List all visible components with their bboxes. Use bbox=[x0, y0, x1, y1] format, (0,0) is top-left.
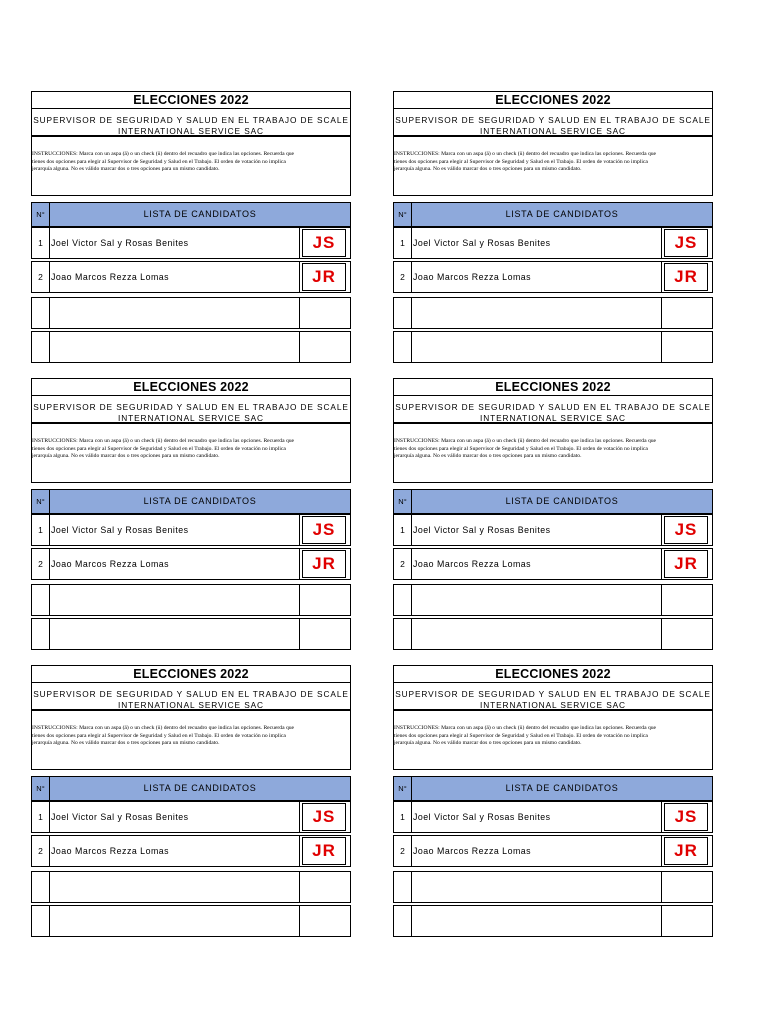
empty-row bbox=[31, 905, 351, 937]
instructions-text bbox=[32, 151, 351, 174]
ballot-title-box bbox=[31, 378, 351, 423]
number-column-header: N° bbox=[394, 203, 412, 226]
empty-number-cell bbox=[32, 298, 50, 328]
candidate-initials-mark: JR bbox=[664, 550, 708, 578]
ballot-card bbox=[393, 665, 713, 939]
instructions-line-2: tienes dos opciones para elegir al Supervisor de Seguridad y Salud en el Trabajo. El orden de votación no implica bbox=[394, 732, 648, 739]
election-title: ELECCIONES 2022 bbox=[394, 666, 712, 683]
candidate-row-2 bbox=[393, 548, 713, 580]
instructions-box bbox=[393, 710, 713, 770]
ballot-card bbox=[31, 665, 351, 939]
candidate-number: 2 bbox=[394, 262, 412, 292]
candidates-header bbox=[393, 489, 713, 514]
number-column-header: N° bbox=[394, 490, 412, 513]
empty-row bbox=[393, 905, 713, 937]
empty-vote-box[interactable] bbox=[300, 872, 350, 902]
empty-number-cell bbox=[394, 619, 412, 649]
number-column-header: N° bbox=[32, 777, 50, 800]
empty-number-cell bbox=[32, 619, 50, 649]
candidate-number: 2 bbox=[32, 549, 50, 579]
empty-name-cell bbox=[50, 332, 300, 362]
position-subtitle bbox=[32, 396, 350, 423]
empty-vote-box[interactable] bbox=[300, 332, 350, 362]
empty-name-cell bbox=[50, 872, 300, 902]
instructions-line-2: tienes dos opciones para elegir al Supervisor de Seguridad y Salud en el Trabajo. El orden de votación no implica bbox=[32, 445, 286, 452]
instructions-line-1: INSTRUCCIONES: Marca con un aspa (ä) o un check (ü) dentro del recuadro que indica las opciones. Recuerda que bbox=[394, 438, 657, 444]
instructions-box bbox=[31, 136, 351, 196]
candidate-list-header: LISTA DE CANDIDATOS bbox=[505, 496, 619, 506]
election-title: ELECCIONES 2022 bbox=[394, 92, 712, 109]
subtitle-line-1: SUPERVISOR DE SEGURIDAD Y SALUD EN EL TRABAJO DE SCALE bbox=[395, 689, 711, 699]
empty-number-cell bbox=[32, 585, 50, 615]
candidate-initials-mark: JS bbox=[302, 803, 346, 831]
empty-row bbox=[31, 331, 351, 363]
candidate-list-header: LISTA DE CANDIDATOS bbox=[143, 783, 257, 793]
ballot-title-box bbox=[393, 665, 713, 710]
empty-row bbox=[31, 618, 351, 650]
empty-number-cell bbox=[32, 872, 50, 902]
subtitle-line-1: SUPERVISOR DE SEGURIDAD Y SALUD EN EL TRABAJO DE SCALE bbox=[395, 115, 711, 125]
empty-row bbox=[393, 584, 713, 616]
candidate-list-header: LISTA DE CANDIDATOS bbox=[505, 783, 619, 793]
instructions-line-2: tienes dos opciones para elegir al Supervisor de Seguridad y Salud en el Trabajo. El orden de votación no implica bbox=[394, 445, 648, 452]
candidate-number: 1 bbox=[32, 228, 50, 258]
position-subtitle bbox=[32, 109, 350, 136]
instructions-line-3: jerarquía alguna. No es válido marcar dos o tres opciones para un mismo candidato. bbox=[394, 740, 582, 747]
instructions-line-3: jerarquía alguna. No es válido marcar dos o tres opciones para un mismo candidato. bbox=[394, 166, 582, 173]
candidate-initials-mark: JS bbox=[664, 516, 708, 544]
position-subtitle bbox=[32, 683, 350, 710]
empty-vote-box[interactable] bbox=[300, 585, 350, 615]
candidate-number: 2 bbox=[394, 836, 412, 866]
instructions-text bbox=[32, 438, 351, 461]
vote-checkbox[interactable] bbox=[662, 228, 712, 258]
candidate-number: 1 bbox=[32, 515, 50, 545]
empty-number-cell bbox=[32, 906, 50, 936]
instructions-line-3: jerarquía alguna. No es válido marcar dos o tres opciones para un mismo candidato. bbox=[32, 740, 220, 747]
vote-checkbox[interactable] bbox=[300, 515, 350, 545]
empty-row bbox=[31, 871, 351, 903]
vote-checkbox[interactable] bbox=[662, 515, 712, 545]
candidate-initials-mark: JR bbox=[302, 550, 346, 578]
candidate-row-1 bbox=[393, 514, 713, 546]
position-subtitle bbox=[394, 683, 712, 710]
candidate-name: Joel Victor Sal y Rosas Benites bbox=[50, 515, 300, 545]
candidates-header bbox=[393, 776, 713, 801]
candidate-row-1 bbox=[31, 514, 351, 546]
candidates-header bbox=[393, 202, 713, 227]
candidate-initials-mark: JR bbox=[302, 837, 346, 865]
instructions-box bbox=[31, 710, 351, 770]
empty-row bbox=[31, 297, 351, 329]
vote-checkbox[interactable] bbox=[300, 802, 350, 832]
subtitle-line-1: SUPERVISOR DE SEGURIDAD Y SALUD EN EL TRABAJO DE SCALE bbox=[33, 402, 349, 412]
election-title: ELECCIONES 2022 bbox=[394, 379, 712, 396]
ballot-card bbox=[393, 91, 713, 365]
empty-vote-box[interactable] bbox=[300, 906, 350, 936]
candidate-row-2 bbox=[393, 261, 713, 293]
empty-number-cell bbox=[394, 298, 412, 328]
instructions-line-2: tienes dos opciones para elegir al Supervisor de Seguridad y Salud en el Trabajo. El orden de votación no implica bbox=[32, 732, 286, 739]
empty-name-cell bbox=[50, 906, 300, 936]
empty-name-cell bbox=[412, 298, 662, 328]
empty-row bbox=[393, 331, 713, 363]
subtitle-line-1: SUPERVISOR DE SEGURIDAD Y SALUD EN EL TRABAJO DE SCALE bbox=[33, 689, 349, 699]
candidate-number: 1 bbox=[394, 228, 412, 258]
candidate-name: Joao Marcos Rezza Lomas bbox=[50, 836, 300, 866]
candidate-initials-mark: JS bbox=[302, 229, 346, 257]
instructions-line-1: INSTRUCCIONES: Marca con un aspa (ä) o un check (ü) dentro del recuadro que indica las opciones. Recuerda que bbox=[32, 151, 295, 157]
subtitle-line-2: INTERNATIONAL SERVICE SAC bbox=[118, 125, 264, 136]
instructions-text bbox=[394, 438, 713, 461]
candidate-name: Joao Marcos Rezza Lomas bbox=[412, 549, 662, 579]
vote-checkbox[interactable] bbox=[300, 262, 350, 292]
candidate-row-2 bbox=[31, 261, 351, 293]
number-column-header: N° bbox=[32, 490, 50, 513]
subtitle-line-2: INTERNATIONAL SERVICE SAC bbox=[118, 699, 264, 710]
ballot-card bbox=[31, 378, 351, 652]
instructions-line-1: INSTRUCCIONES: Marca con un aspa (ä) o un check (ü) dentro del recuadro que indica las opciones. Recuerda que bbox=[394, 725, 657, 731]
empty-vote-box[interactable] bbox=[300, 298, 350, 328]
vote-checkbox[interactable] bbox=[300, 228, 350, 258]
instructions-line-3: jerarquía alguna. No es válido marcar dos o tres opciones para un mismo candidato. bbox=[32, 166, 220, 173]
candidate-initials-mark: JR bbox=[664, 263, 708, 291]
candidate-name: Joao Marcos Rezza Lomas bbox=[412, 836, 662, 866]
ballot-card bbox=[31, 91, 351, 365]
candidates-header bbox=[31, 489, 351, 514]
empty-row bbox=[393, 618, 713, 650]
empty-number-cell bbox=[394, 585, 412, 615]
empty-name-cell bbox=[50, 585, 300, 615]
instructions-line-1: INSTRUCCIONES: Marca con un aspa (ä) o un check (ü) dentro del recuadro que indica las opciones. Recuerda que bbox=[394, 151, 657, 157]
candidate-name: Joel Victor Sal y Rosas Benites bbox=[412, 228, 662, 258]
candidate-initials-mark: JS bbox=[664, 229, 708, 257]
ballot-title-box bbox=[393, 91, 713, 136]
subtitle-line-2: INTERNATIONAL SERVICE SAC bbox=[480, 125, 626, 136]
vote-checkbox[interactable] bbox=[662, 836, 712, 866]
subtitle-line-2: INTERNATIONAL SERVICE SAC bbox=[480, 412, 626, 423]
empty-vote-box[interactable] bbox=[662, 906, 712, 936]
candidate-number: 2 bbox=[394, 549, 412, 579]
empty-vote-box[interactable] bbox=[662, 332, 712, 362]
empty-name-cell bbox=[412, 619, 662, 649]
candidates-header bbox=[31, 202, 351, 227]
empty-vote-box[interactable] bbox=[662, 619, 712, 649]
empty-row bbox=[393, 297, 713, 329]
vote-checkbox[interactable] bbox=[662, 549, 712, 579]
subtitle-line-2: INTERNATIONAL SERVICE SAC bbox=[480, 699, 626, 710]
instructions-text bbox=[32, 725, 351, 748]
vote-checkbox[interactable] bbox=[662, 262, 712, 292]
instructions-box bbox=[393, 423, 713, 483]
empty-vote-box[interactable] bbox=[662, 585, 712, 615]
empty-name-cell bbox=[50, 298, 300, 328]
candidate-row-1 bbox=[393, 227, 713, 259]
instructions-line-2: tienes dos opciones para elegir al Supervisor de Seguridad y Salud en el Trabajo. El orden de votación no implica bbox=[32, 158, 286, 165]
candidate-row-2 bbox=[31, 835, 351, 867]
empty-name-cell bbox=[412, 585, 662, 615]
empty-vote-box[interactable] bbox=[662, 298, 712, 328]
candidate-name: Joel Victor Sal y Rosas Benites bbox=[412, 802, 662, 832]
vote-checkbox[interactable] bbox=[662, 802, 712, 832]
candidate-name: Joao Marcos Rezza Lomas bbox=[412, 262, 662, 292]
instructions-line-3: jerarquía alguna. No es válido marcar dos o tres opciones para un mismo candidato. bbox=[32, 453, 220, 460]
vote-checkbox[interactable] bbox=[300, 549, 350, 579]
subtitle-line-1: SUPERVISOR DE SEGURIDAD Y SALUD EN EL TRABAJO DE SCALE bbox=[33, 115, 349, 125]
empty-number-cell bbox=[394, 872, 412, 902]
candidate-list-header: LISTA DE CANDIDATOS bbox=[143, 209, 257, 219]
instructions-text bbox=[394, 151, 713, 174]
empty-row bbox=[393, 871, 713, 903]
empty-number-cell bbox=[394, 906, 412, 936]
empty-number-cell bbox=[32, 332, 50, 362]
instructions-box bbox=[393, 136, 713, 196]
candidate-row-2 bbox=[31, 548, 351, 580]
ballot-title-box bbox=[31, 91, 351, 136]
candidate-number: 1 bbox=[32, 802, 50, 832]
instructions-line-3: jerarquía alguna. No es válido marcar dos o tres opciones para un mismo candidato. bbox=[394, 453, 582, 460]
election-title: ELECCIONES 2022 bbox=[32, 379, 350, 396]
candidate-row-2 bbox=[393, 835, 713, 867]
number-column-header: N° bbox=[32, 203, 50, 226]
empty-vote-box[interactable] bbox=[662, 872, 712, 902]
candidates-header bbox=[31, 776, 351, 801]
candidate-number: 1 bbox=[394, 802, 412, 832]
candidate-name: Joao Marcos Rezza Lomas bbox=[50, 549, 300, 579]
empty-name-cell bbox=[412, 332, 662, 362]
candidate-number: 1 bbox=[394, 515, 412, 545]
subtitle-line-2: INTERNATIONAL SERVICE SAC bbox=[118, 412, 264, 423]
candidate-row-1 bbox=[31, 227, 351, 259]
instructions-box bbox=[31, 423, 351, 483]
empty-number-cell bbox=[394, 332, 412, 362]
candidate-name: Joel Victor Sal y Rosas Benites bbox=[412, 515, 662, 545]
candidate-name: Joao Marcos Rezza Lomas bbox=[50, 262, 300, 292]
instructions-line-2: tienes dos opciones para elegir al Supervisor de Seguridad y Salud en el Trabajo. El orden de votación no implica bbox=[394, 158, 648, 165]
ballot-title-box bbox=[31, 665, 351, 710]
candidate-initials-mark: JS bbox=[664, 803, 708, 831]
empty-row bbox=[31, 584, 351, 616]
candidate-list-header: LISTA DE CANDIDATOS bbox=[143, 496, 257, 506]
candidate-initials-mark: JR bbox=[664, 837, 708, 865]
instructions-line-1: INSTRUCCIONES: Marca con un aspa (ä) o un check (ü) dentro del recuadro que indica las opciones. Recuerda que bbox=[32, 438, 295, 444]
candidate-name: Joel Victor Sal y Rosas Benites bbox=[50, 802, 300, 832]
candidate-number: 2 bbox=[32, 262, 50, 292]
ballot-card bbox=[393, 378, 713, 652]
position-subtitle bbox=[394, 109, 712, 136]
candidate-initials-mark: JR bbox=[302, 263, 346, 291]
ballot-title-box bbox=[393, 378, 713, 423]
election-title: ELECCIONES 2022 bbox=[32, 92, 350, 109]
position-subtitle bbox=[394, 396, 712, 423]
vote-checkbox[interactable] bbox=[300, 836, 350, 866]
instructions-text bbox=[394, 725, 713, 748]
candidate-name: Joel Victor Sal y Rosas Benites bbox=[50, 228, 300, 258]
empty-name-cell bbox=[412, 906, 662, 936]
candidate-row-1 bbox=[393, 801, 713, 833]
empty-vote-box[interactable] bbox=[300, 619, 350, 649]
empty-name-cell bbox=[412, 872, 662, 902]
candidate-number: 2 bbox=[32, 836, 50, 866]
subtitle-line-1: SUPERVISOR DE SEGURIDAD Y SALUD EN EL TRABAJO DE SCALE bbox=[395, 402, 711, 412]
empty-name-cell bbox=[50, 619, 300, 649]
election-title: ELECCIONES 2022 bbox=[32, 666, 350, 683]
instructions-line-1: INSTRUCCIONES: Marca con un aspa (ä) o un check (ü) dentro del recuadro que indica las opciones. Recuerda que bbox=[32, 725, 295, 731]
candidate-row-1 bbox=[31, 801, 351, 833]
candidate-initials-mark: JS bbox=[302, 516, 346, 544]
number-column-header: N° bbox=[394, 777, 412, 800]
candidate-list-header: LISTA DE CANDIDATOS bbox=[505, 209, 619, 219]
